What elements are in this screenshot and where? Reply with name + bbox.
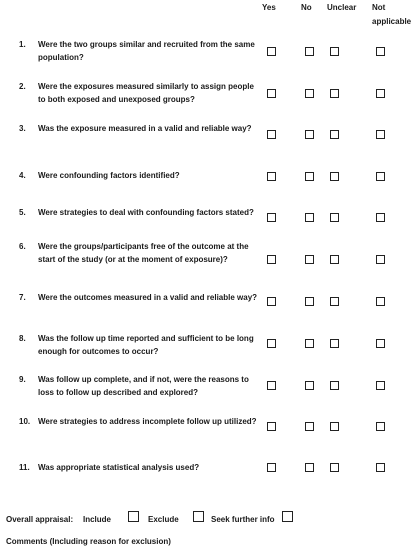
question-number: 7. [19, 293, 26, 302]
checkbox-unclear[interactable] [330, 172, 339, 181]
checkbox-not-applicable[interactable] [376, 339, 385, 348]
exclude-label: Exclude [148, 515, 179, 524]
header-not-applicable-line1: Not [372, 3, 386, 12]
header-not-applicable-line2: applicable [372, 17, 412, 26]
question-number: 6. [19, 242, 26, 251]
question-item [19, 240, 262, 266]
checkbox-no[interactable] [305, 463, 314, 472]
include-label: Include [83, 515, 112, 524]
checkbox-no[interactable] [305, 422, 314, 431]
checkbox-no[interactable] [305, 381, 314, 390]
question-text: Were confounding factors identified? [38, 171, 180, 180]
question-text: Was the follow up time reported and sufficient to be long enough for outcomes to occur? [38, 334, 254, 356]
checkbox-unclear[interactable] [330, 213, 339, 222]
checkbox-unclear[interactable] [330, 130, 339, 139]
checkbox-not-applicable[interactable] [376, 130, 385, 139]
question-text: Were the groups/participants free of the outcome at the start of the study (or at the moment of exposure)? [38, 242, 249, 264]
checkbox-no[interactable] [305, 213, 314, 222]
question-number: 2. [19, 82, 26, 91]
checkbox-unclear[interactable] [330, 463, 339, 472]
checkbox-unclear[interactable] [330, 89, 339, 98]
question-item [19, 415, 262, 428]
question-item [19, 38, 262, 64]
question-text: Was appropriate statistical analysis used? [38, 463, 200, 472]
question-text: Were strategies to deal with confounding factors stated? [38, 208, 254, 217]
checkbox-yes[interactable] [267, 381, 276, 390]
checkbox-not-applicable[interactable] [376, 297, 385, 306]
checkbox-not-applicable[interactable] [376, 89, 385, 98]
header-unclear: Unclear [327, 3, 357, 12]
checkbox-unclear[interactable] [330, 255, 339, 264]
checkbox-yes[interactable] [267, 463, 276, 472]
checkbox-not-applicable[interactable] [376, 255, 385, 264]
checkbox-include[interactable] [128, 511, 139, 522]
checkbox-unclear[interactable] [330, 422, 339, 431]
checkbox-seek-further-info[interactable] [282, 511, 293, 522]
checkbox-no[interactable] [305, 130, 314, 139]
checkbox-not-applicable[interactable] [376, 463, 385, 472]
question-item [19, 122, 262, 135]
question-text: Was follow up complete, and if not, were the reasons to loss to follow up described and explored? [38, 375, 249, 397]
checkbox-no[interactable] [305, 339, 314, 348]
checkbox-unclear[interactable] [330, 47, 339, 56]
checkbox-yes[interactable] [267, 213, 276, 222]
checkbox-yes[interactable] [267, 89, 276, 98]
question-number: 11. [19, 463, 30, 472]
checkbox-not-applicable[interactable] [376, 47, 385, 56]
comments-label: Comments (Including reason for exclusion) [6, 537, 171, 546]
question-number: 10. [19, 417, 31, 426]
checkbox-unclear[interactable] [330, 297, 339, 306]
checkbox-exclude[interactable] [193, 511, 204, 522]
seek-further-info-label: Seek further info [211, 515, 275, 524]
checkbox-unclear[interactable] [330, 381, 339, 390]
checkbox-no[interactable] [305, 297, 314, 306]
question-item [19, 291, 262, 304]
question-text: Was the exposure measured in a valid and reliable way? [38, 124, 252, 133]
checkbox-not-applicable[interactable] [376, 172, 385, 181]
question-number: 5. [19, 208, 26, 217]
question-text: Were the exposures measured similarly to assign people to both exposed and unexposed groups? [38, 82, 254, 104]
checkbox-yes[interactable] [267, 47, 276, 56]
checkbox-yes[interactable] [267, 339, 276, 348]
checkbox-not-applicable[interactable] [376, 213, 385, 222]
question-number: 1. [19, 40, 26, 49]
checkbox-no[interactable] [305, 255, 314, 264]
checkbox-unclear[interactable] [330, 339, 339, 348]
header-yes: Yes [262, 3, 276, 12]
checkbox-not-applicable[interactable] [376, 381, 385, 390]
checkbox-no[interactable] [305, 172, 314, 181]
checkbox-no[interactable] [305, 89, 314, 98]
question-number: 8. [19, 334, 26, 343]
checkbox-yes[interactable] [267, 172, 276, 181]
question-item [19, 461, 262, 474]
header-not-applicable [372, 3, 411, 27]
checkbox-yes[interactable] [267, 297, 276, 306]
question-item [19, 332, 262, 358]
question-number: 9. [19, 375, 26, 384]
checkbox-yes[interactable] [267, 130, 276, 139]
question-number: 4. [19, 171, 26, 180]
question-number: 3. [19, 124, 26, 133]
question-item [19, 206, 262, 219]
question-text: Were the two groups similar and recruited from the same population? [38, 40, 255, 62]
question-item [19, 373, 262, 399]
question-item [19, 80, 262, 106]
question-item [19, 169, 262, 182]
question-text: Were the outcomes measured in a valid and reliable way? [38, 293, 258, 302]
overall-appraisal-label: Overall appraisal: [6, 515, 74, 524]
checkbox-yes[interactable] [267, 255, 276, 264]
checkbox-yes[interactable] [267, 422, 276, 431]
header-no: No [301, 3, 312, 12]
checkbox-no[interactable] [305, 47, 314, 56]
checkbox-not-applicable[interactable] [376, 422, 385, 431]
question-text: Were strategies to address incomplete follow up utilized? [38, 417, 257, 426]
